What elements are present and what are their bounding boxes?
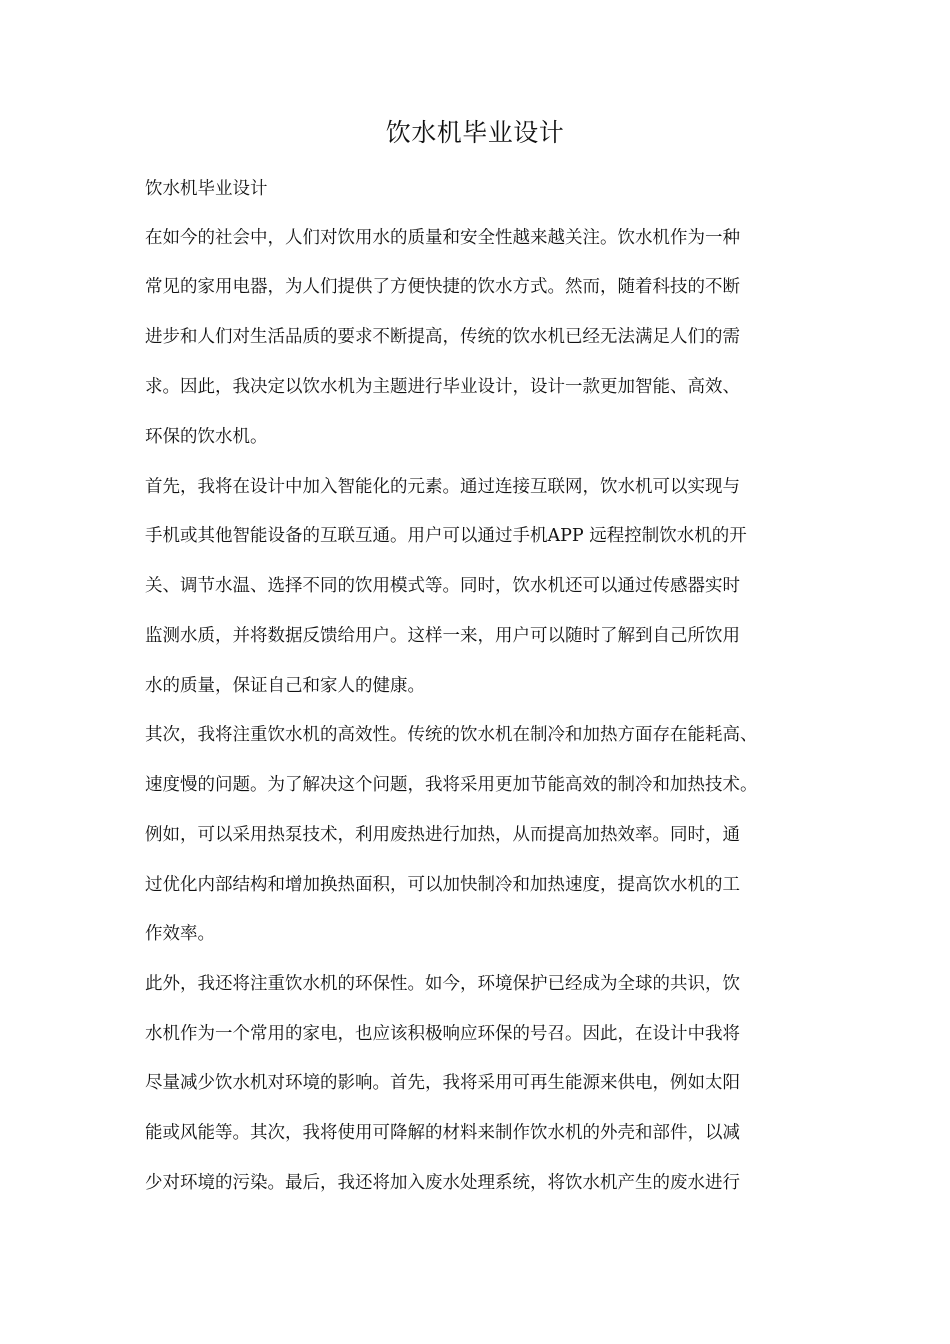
body-line: 进步和人们对生活品质的要求不断提高，传统的饮水机已经无法满足人们的需 [145, 327, 740, 347]
body-line: 求。因此，我决定以饮水机为主题进行毕业设计，设计一款更加智能、高效、 [145, 377, 740, 397]
body-line: 此外，我还将注重饮水机的环保性。如今，环境保护已经成为全球的共识，饮 [145, 974, 740, 994]
body-line: 关、调节水温、选择不同的饮用模式等。同时，饮水机还可以通过传感器实时 [145, 576, 740, 596]
body-line: 水机作为一个常用的家电，也应该积极响应环保的号召。因此，在设计中我将 [145, 1024, 740, 1044]
body-line: 手机或其他智能设备的互联互通。用户可以通过手机APP 远程控制饮水机的开 [145, 526, 747, 546]
body-line: 其次，我将注重饮水机的高效性。传统的饮水机在制冷和加热方面存在能耗高、 [145, 725, 758, 745]
document-subtitle: 饮水机毕业设计 [145, 179, 268, 199]
body-line: 作效率。 [145, 924, 215, 944]
body-line: 能或风能等。其次，我将使用可降解的材料来制作饮水机的外壳和部件，以减 [145, 1123, 740, 1143]
body-line: 首先，我将在设计中加入智能化的元素。通过连接互联网，饮水机可以实现与 [145, 477, 740, 497]
body-line: 速度慢的问题。为了解决这个问题，我将采用更加节能高效的制冷和加热技术。 [145, 775, 758, 795]
body-line: 例如，可以采用热泵技术，利用废热进行加热，从而提高加热效率。同时，通 [145, 825, 740, 845]
body-line: 尽量减少饮水机对环境的影响。首先，我将采用可再生能源来供电，例如太阳 [145, 1073, 740, 1093]
body-line: 过优化内部结构和增加换热面积，可以加快制冷和加热速度，提高饮水机的工 [145, 875, 740, 895]
body-line: 少对环境的污染。最后，我还将加入废水处理系统，将饮水机产生的废水进行 [145, 1173, 740, 1193]
body-line: 环保的饮水机。 [145, 427, 268, 447]
body-line: 监测水质，并将数据反馈给用户。这样一来，用户可以随时了解到自己所饮用 [145, 626, 740, 646]
body-line: 水的质量，保证自己和家人的健康。 [145, 676, 425, 696]
document-title: 饮水机毕业设计 [385, 118, 565, 147]
body-line: 常见的家用电器，为人们提供了方便快捷的饮水方式。然而，随着科技的不断 [145, 277, 740, 297]
body-line: 在如今的社会中，人们对饮用水的质量和安全性越来越关注。饮水机作为一种 [145, 228, 740, 248]
